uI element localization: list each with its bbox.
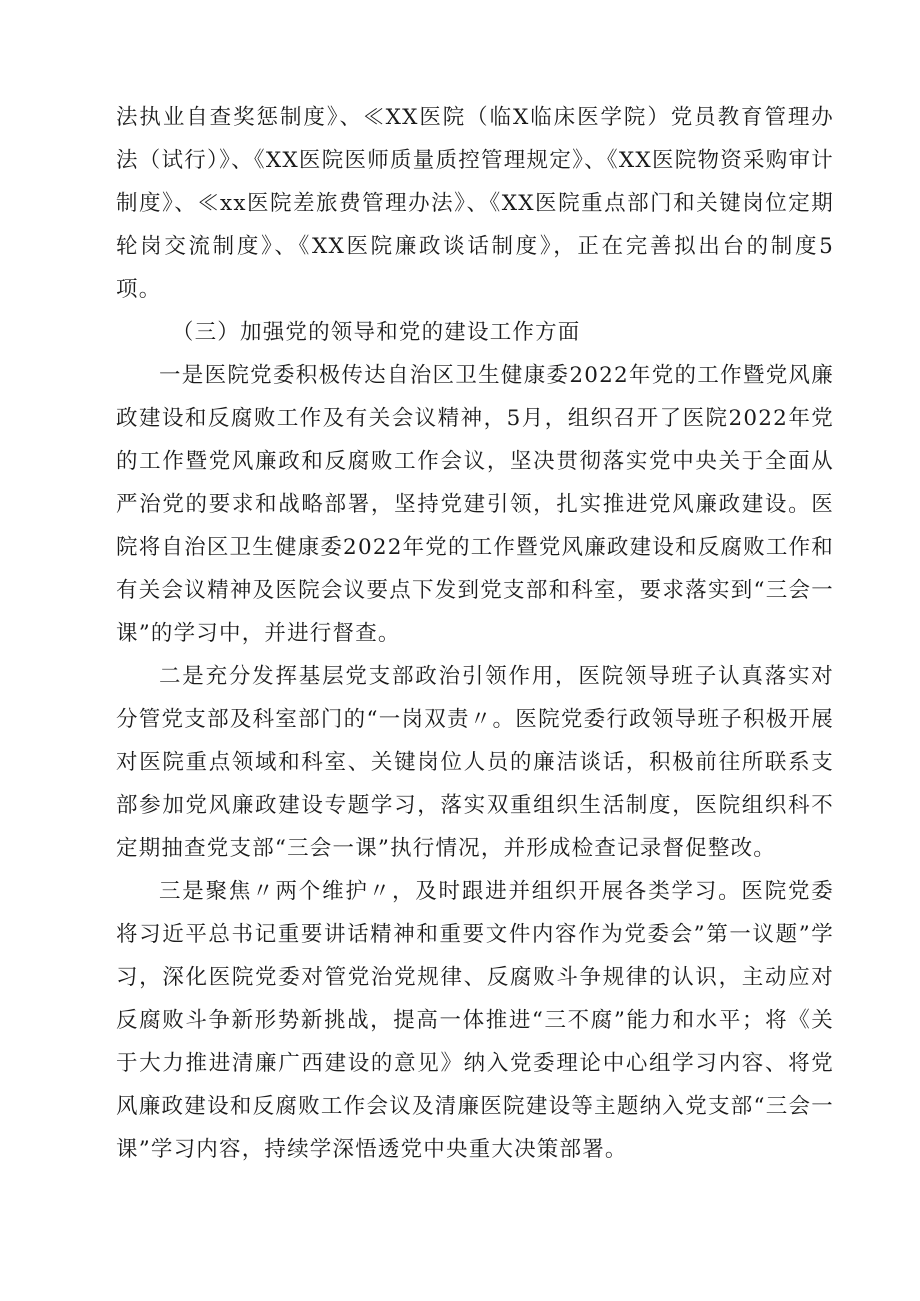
paragraph-continued-regulations: 法执业自查奖惩制度》、≪XX医院（临X临床医学院）党员教育管理办法（试行）》、《XX医院医师质量质控管理规定》、《XX医院物资采购审计制度》、≪xx医院差旅费管理办法》、《XX医院重点部门和关键岗位定期轮岗交流制度》、《XX医院廉政谈话制度》，正在完善拟出台的制度5项。 — [116, 105, 834, 302]
paragraph-point-two: 二是充分发挥基层党支部政治引领作用，医院领导班子认真落实对分管党支部及科室部门的“一岗双责〃。医院党委行政领导班子积极开展对医院重点领域和科室、关键岗位人员的廉洁谈话，积极前往所联系支部参加党风廉政建设专题学习，落实双重组织生活制度，医院组织科不定期抽查党支部“三会一课”执行情况，并形成检查记录督促整改。 — [116, 664, 834, 861]
paragraph-point-one: 一是医院党委积极传达自治区卫生健康委2022年党的工作暨党风廉政建设和反腐败工作及有关会议精神，5月，组织召开了医院2022年党的工作暨党风廉政和反腐败工作会议，坚决贯彻落实党中央关于全面从严治党的要求和战略部署，坚持党建引领，扎实推进党风廉政建设。医院将自治区卫生健康委2022年党的工作暨党风廉政建设和反腐败工作和有关会议精神及医院会议要点下发到党支部和科室，要求落实到“三会一课”的学习中，并进行督查。 — [116, 363, 834, 646]
section-heading-party-building: （三）加强党的领导和党的建设工作方面 — [171, 320, 581, 345]
paragraph-point-three: 三是聚焦〃两个维护〃，及时跟进并组织开展各类学习。医院党委将习近平总书记重要讲话精神和重要文件内容作为党委会”第一议题”学习，深化医院党委对管党治党规律、反腐败斗争规律的认识，主动应对反腐败斗争新形势新挑战，提高一体推进“三不腐”能力和水平；将《关于大力推进清廉广西建设的意见》纳入党委理论中心组学习内容、将党风廉政建设和反腐败工作会议及清廉医院建设等主题纳入党支部“三会一课”学习内容，持续学深悟透党中央重大决策部署。 — [116, 879, 834, 1162]
document-body — [116, 96, 834, 1171]
